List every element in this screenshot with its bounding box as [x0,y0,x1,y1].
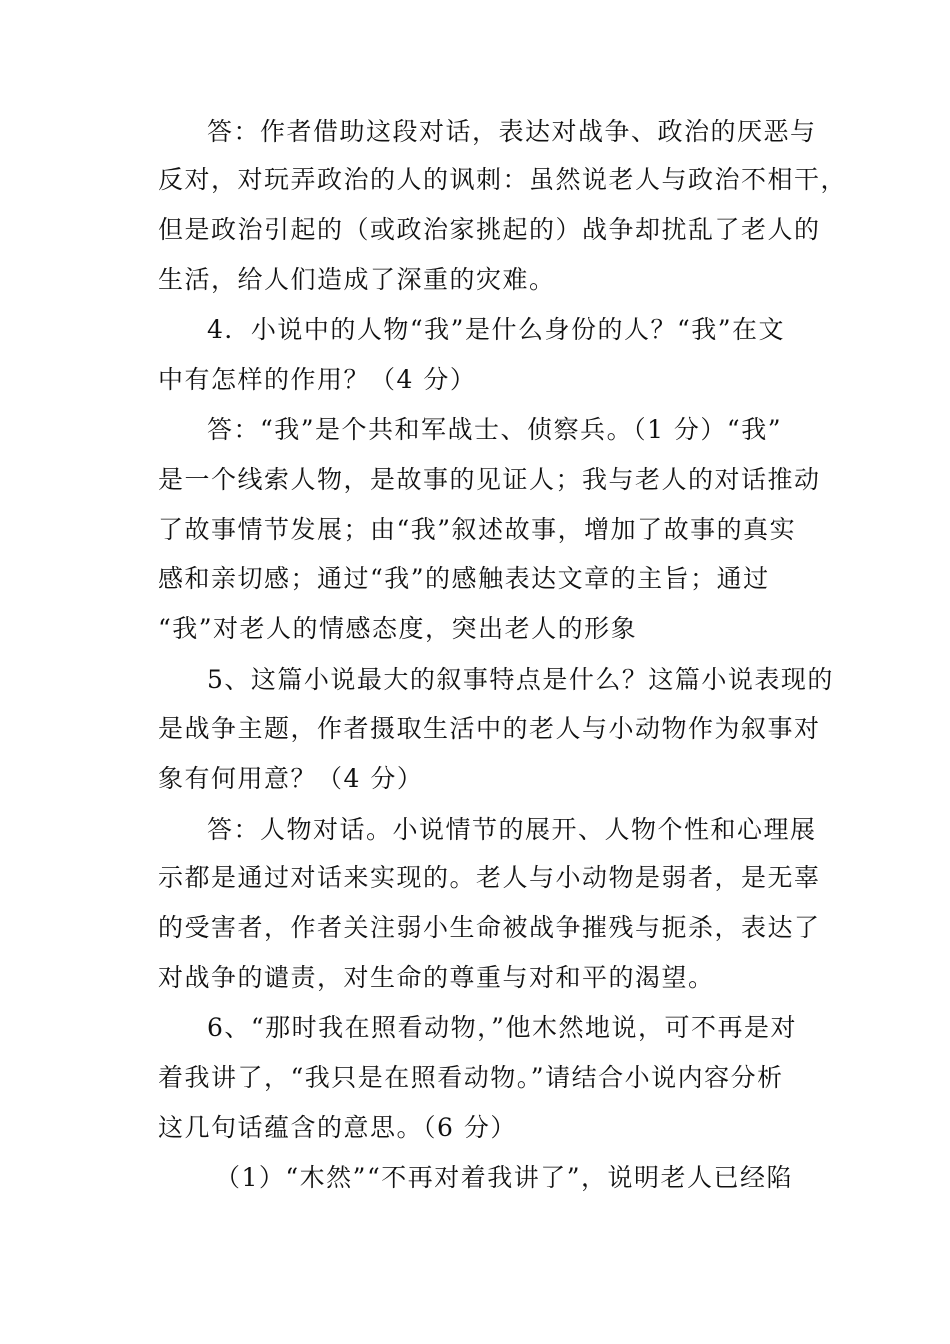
question-6-line-1: 6、“那时我在照看动物，”他木然地说，可不再是对 [207,1013,797,1042]
answer-5-line-2: 示都是通过对话来实现的。老人与小动物是弱者，是无辜 [158,863,821,892]
answer-3-line-2: 反对，对玩弄政治的人的讽刺：虽然说老人与政治不相干， [158,165,848,194]
question-5-line-2: 是战争主题，作者摄取生活中的老人与小动物作为叙事对 [158,714,821,743]
answer-5-line-4: 对战争的谴责，对生命的尊重与对和平的渴望。 [158,963,715,992]
answer-3-line-3: 但是政治引起的（或政治家挑起的）战争却扰乱了老人的 [158,215,821,244]
answer-3-line-1: 答：作者借助这段对话，表达对战争、政治的厌恶与 [207,117,817,146]
answer-4-line-5: “我”对老人的情感态度，突出老人的形象 [158,614,638,643]
answer-4-line-3: 了故事情节发展；由“我”叙述故事，增加了故事的真实 [158,515,797,544]
answer-3-line-4: 生活，给人们造成了深重的灾难。 [158,265,556,294]
question-4-line-2: 中有怎样的作用？（4 分） [158,365,477,394]
answer-4-line-4: 感和亲切感；通过“我”的感触表达文章的主旨；通过 [158,564,770,593]
answer-6-line-1: （1）“木然”“不再对着我讲了”，说明老人已经陷 [215,1163,794,1192]
answer-4-line-2: 是一个线索人物，是故事的见证人；我与老人的对话推动 [158,465,821,494]
question-4-line-1: 4．小说中的人物“我”是什么身份的人？“我”在文 [207,315,786,344]
answer-5-line-1: 答：人物对话。小说情节的展开、人物个性和心理展 [207,815,817,844]
answer-5-line-3: 的受害者，作者关注弱小生命被战争摧残与扼杀，表达了 [158,913,821,942]
question-6-line-2: 着我讲了，“我只是在照看动物。”请结合小说内容分析 [158,1063,784,1092]
question-5-line-3: 象有何用意？（4 分） [158,764,424,793]
question-5-line-1: 5、这篇小说最大的叙事特点是什么？这篇小说表现的 [207,665,834,694]
answer-4-line-1: 答：“我”是个共和军战士、侦察兵。（1 分）“我” [207,415,782,444]
question-6-line-3: 这几句话蕴含的意思。（6 分） [158,1113,517,1142]
